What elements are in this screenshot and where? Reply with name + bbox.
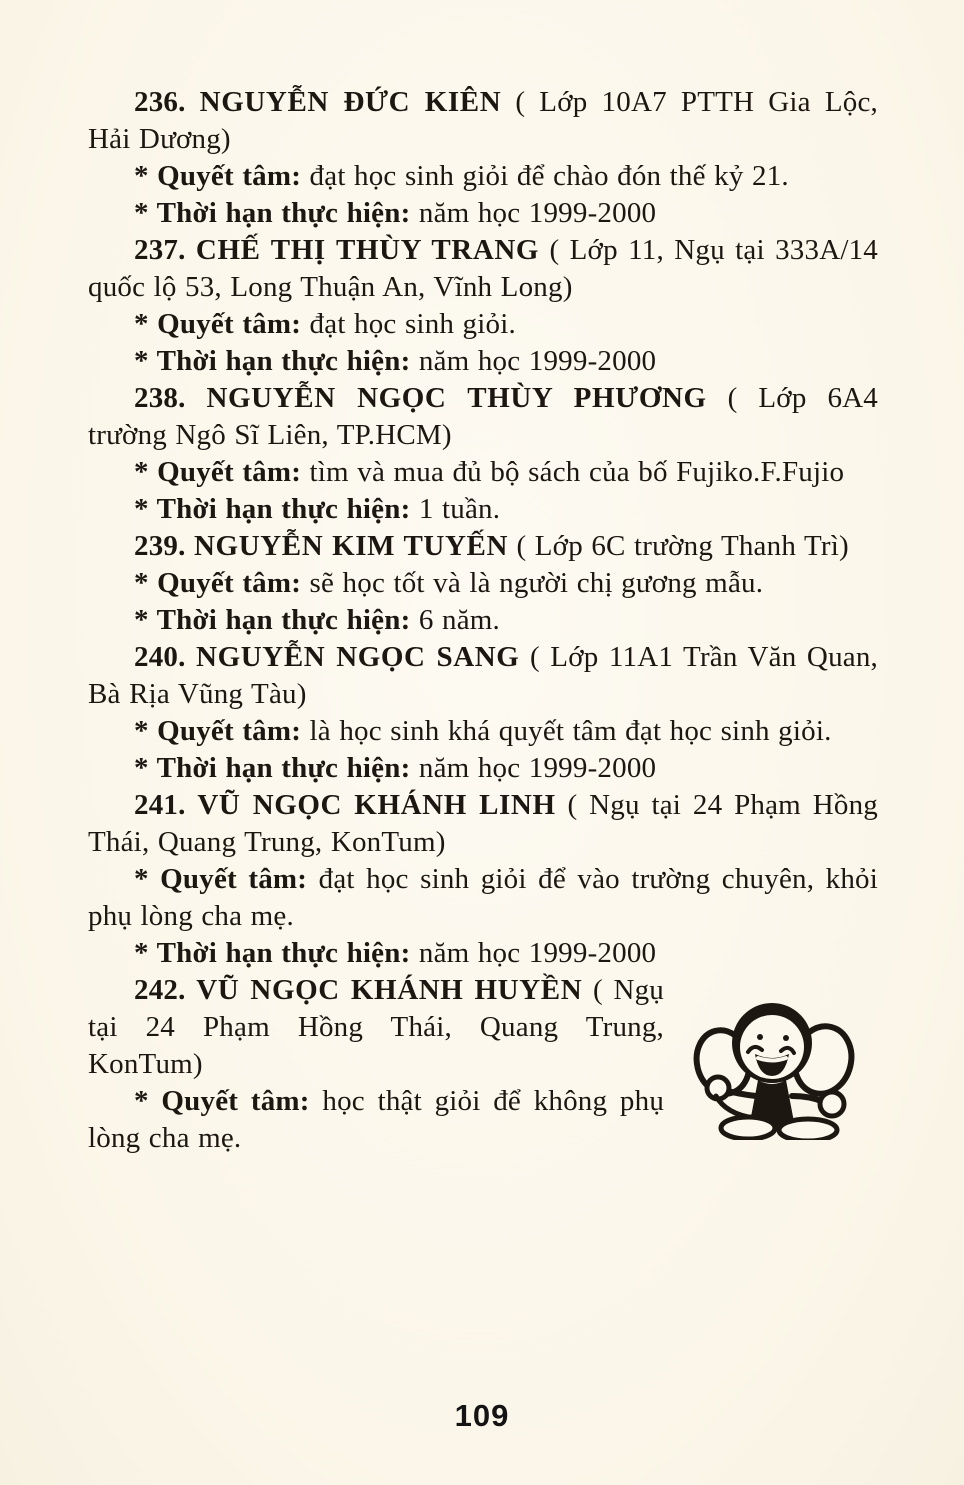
entry-241: [88, 787, 878, 972]
entry-name: NGUYỄN NGỌC SANG: [196, 641, 520, 673]
entry-detail: ( Lớp 6C trường Thanh Trì): [516, 530, 849, 562]
resolution-label: * Quyết tâm:: [134, 1085, 310, 1117]
entry-detail: ( Lớp 11, Ngụ tại 333A/14 quốc lộ 53, Long Thuận An, Vĩnh Long): [88, 234, 879, 303]
entry-resolution: [88, 454, 878, 491]
deadline-text: năm học 1999-2000: [418, 197, 657, 229]
entry-detail: ( Ngụ tại 24 Phạm Hồng Thái, Quang Trung, KonTum): [88, 974, 665, 1080]
entry-name: NGUYỄN ĐỨC KIÊN: [199, 86, 502, 118]
entry-resolution: [88, 861, 878, 935]
entry-deadline: [88, 343, 878, 380]
entry-deadline: [88, 602, 878, 639]
deadline-label: * Thời hạn thực hiện:: [134, 604, 411, 636]
deadline-label: * Thời hạn thực hiện:: [134, 937, 411, 969]
entry-name: VŨ NGỌC KHÁNH LINH: [197, 789, 556, 821]
resolution-label: * Quyết tâm:: [134, 567, 302, 599]
entry-detail: ( Ngụ tại 24 Phạm Hồng Thái, Quang Trung, KonTum): [88, 789, 879, 858]
deadline-label: * Thời hạn thực hiện:: [134, 197, 411, 229]
entry-name: NGUYỄN NGỌC THÙY PHƯƠNG: [206, 382, 707, 414]
entry-resolution: [88, 713, 878, 750]
entry-238: [88, 380, 878, 528]
entry-detail: ( Lớp 6A4 trường Ngô Sĩ Liên, TP.HCM): [88, 382, 879, 451]
entry-number: 239.: [134, 530, 186, 562]
entry-237: [88, 232, 878, 380]
resolution-label: * Quyết tâm:: [134, 715, 302, 747]
entry-deadline: [88, 195, 878, 232]
entry-240: [88, 639, 878, 787]
resolution-label: * Quyết tâm:: [134, 863, 308, 895]
entry-header: [88, 380, 878, 454]
entry-header: [88, 528, 878, 565]
deadline-label: * Thời hạn thực hiện:: [134, 752, 411, 784]
entry-number: 236.: [134, 86, 186, 118]
resolution-text: đạt học sinh giỏi.: [309, 308, 516, 340]
deadline-text: năm học 1999-2000: [418, 345, 657, 377]
cheering-character-doodle: [692, 1000, 864, 1140]
deadline-label: * Thời hạn thực hiện:: [134, 493, 411, 525]
entry-number: 240.: [134, 641, 186, 673]
entry-header: [88, 84, 878, 158]
entry-number: 238.: [134, 382, 186, 414]
entry-name: VŨ NGỌC KHÁNH HUYỀN: [196, 974, 583, 1006]
entry-deadline: [88, 491, 878, 528]
entries-list: [88, 84, 878, 1157]
deadline-text: 6 năm.: [418, 604, 501, 636]
cheering-character-illustration: [678, 974, 878, 1146]
entry-242: [88, 972, 878, 1157]
deadline-text: 1 tuần.: [418, 493, 501, 525]
entry-number: 242.: [134, 974, 186, 1006]
deadline-text: năm học 1999-2000: [418, 752, 657, 784]
entry-name: NGUYỄN KIM TUYẾN: [194, 530, 508, 562]
entry-resolution: [88, 158, 878, 195]
entry-header: [88, 232, 878, 306]
entry-number: 241.: [134, 789, 186, 821]
resolution-label: * Quyết tâm:: [134, 160, 302, 192]
resolution-text: là học sinh khá quyết tâm đạt học sinh giỏi.: [309, 715, 832, 747]
entry-header: [88, 787, 878, 861]
entry-detail: ( Lớp 10A7 PTTH Gia Lộc, Hải Dương): [88, 86, 878, 155]
entry-236: [88, 84, 878, 232]
entry-deadline: [88, 935, 878, 972]
resolution-text: đạt học sinh giỏi để vào trường chuyên, khỏi phụ lòng cha mẹ.: [88, 863, 878, 932]
resolution-label: * Quyết tâm:: [134, 456, 302, 488]
entry-deadline: [88, 750, 878, 787]
page-number: 109: [454, 1398, 510, 1433]
entry-name: CHẾ THỊ THÙY TRANG: [195, 234, 540, 266]
resolution-text: học thật giỏi để không phụ lòng cha mẹ.: [88, 1085, 665, 1154]
resolution-text: tìm và mua đủ bộ sách của bố Fujiko.F.Fujio: [309, 456, 845, 488]
resolution-text: đạt học sinh giỏi để chào đón thế kỷ 21.: [309, 160, 789, 192]
resolution-text: sẽ học tốt và là người chị gương mẫu.: [309, 567, 764, 599]
entry-resolution: [88, 306, 878, 343]
resolution-label: * Quyết tâm:: [134, 308, 302, 340]
entry-number: 237.: [134, 234, 186, 266]
deadline-text: năm học 1999-2000: [418, 937, 657, 969]
deadline-label: * Thời hạn thực hiện:: [134, 345, 411, 377]
entry-resolution: [88, 565, 878, 602]
entry-detail: ( Lớp 11A1 Trần Văn Quan, Bà Rịa Vũng Tàu): [88, 641, 878, 710]
entry-239: [88, 528, 878, 639]
entry-header: [88, 639, 878, 713]
